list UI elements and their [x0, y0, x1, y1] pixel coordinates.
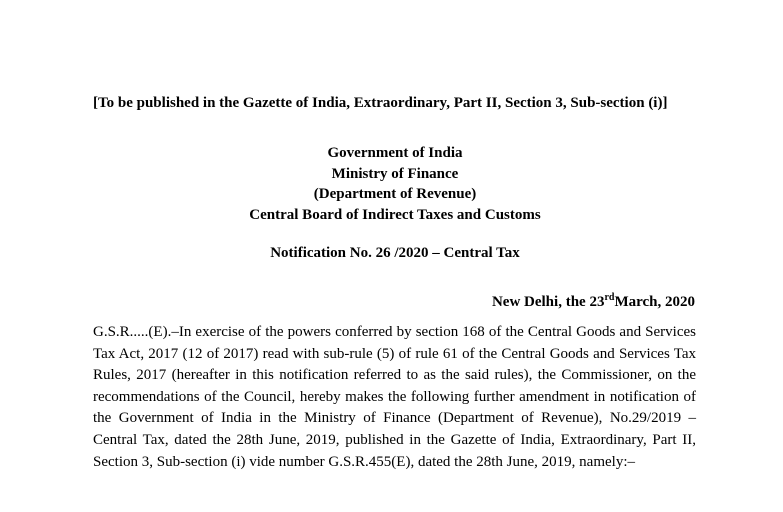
- place-date-suffix: March, 2020: [614, 294, 695, 310]
- gazette-publication-note: [To be published in the Gazette of India, Extraordinary, Part II, Section 3, Sub-section (i)]: [93, 95, 668, 111]
- place-and-date: [93, 292, 695, 312]
- header-department: (Department of Revenue): [313, 186, 477, 202]
- place-date-prefix: New Delhi, the 23: [491, 294, 605, 310]
- notification-body-paragraph: G.S.R.....(E).–In exercise of the powers conferred by section 168 of the Central Goods and Services Tax Act, 2017 (12 of 2017) read with sub-rule (5) of rule 61 of the Central Goods and Services Tax Rules, 2017 (hereafter in this notification referred to as the said rules), the Commissioner, on the recommendations of the Council, hereby makes the following further amendment in notification of the Government of India in the Ministry of Finance (Department of Revenue), No.29/2019 – Central Tax, dated the 28th June, 2019, published in the Gazette of India, Extraordinary, Part II, Section 3, Sub-section (i) vide number G.S.R.455(E), dated the 28th June, 2019, namely:–: [93, 324, 696, 470]
- issuing-authority-header: [93, 143, 697, 225]
- header-government: Government of India: [327, 145, 463, 161]
- date-ordinal-suffix: rd: [604, 292, 615, 303]
- header-ministry: Ministry of Finance: [331, 165, 459, 182]
- notification-number: Notification No. 26 /2020 – Central Tax: [270, 245, 520, 261]
- header-board: Central Board of Indirect Taxes and Customs: [249, 206, 541, 223]
